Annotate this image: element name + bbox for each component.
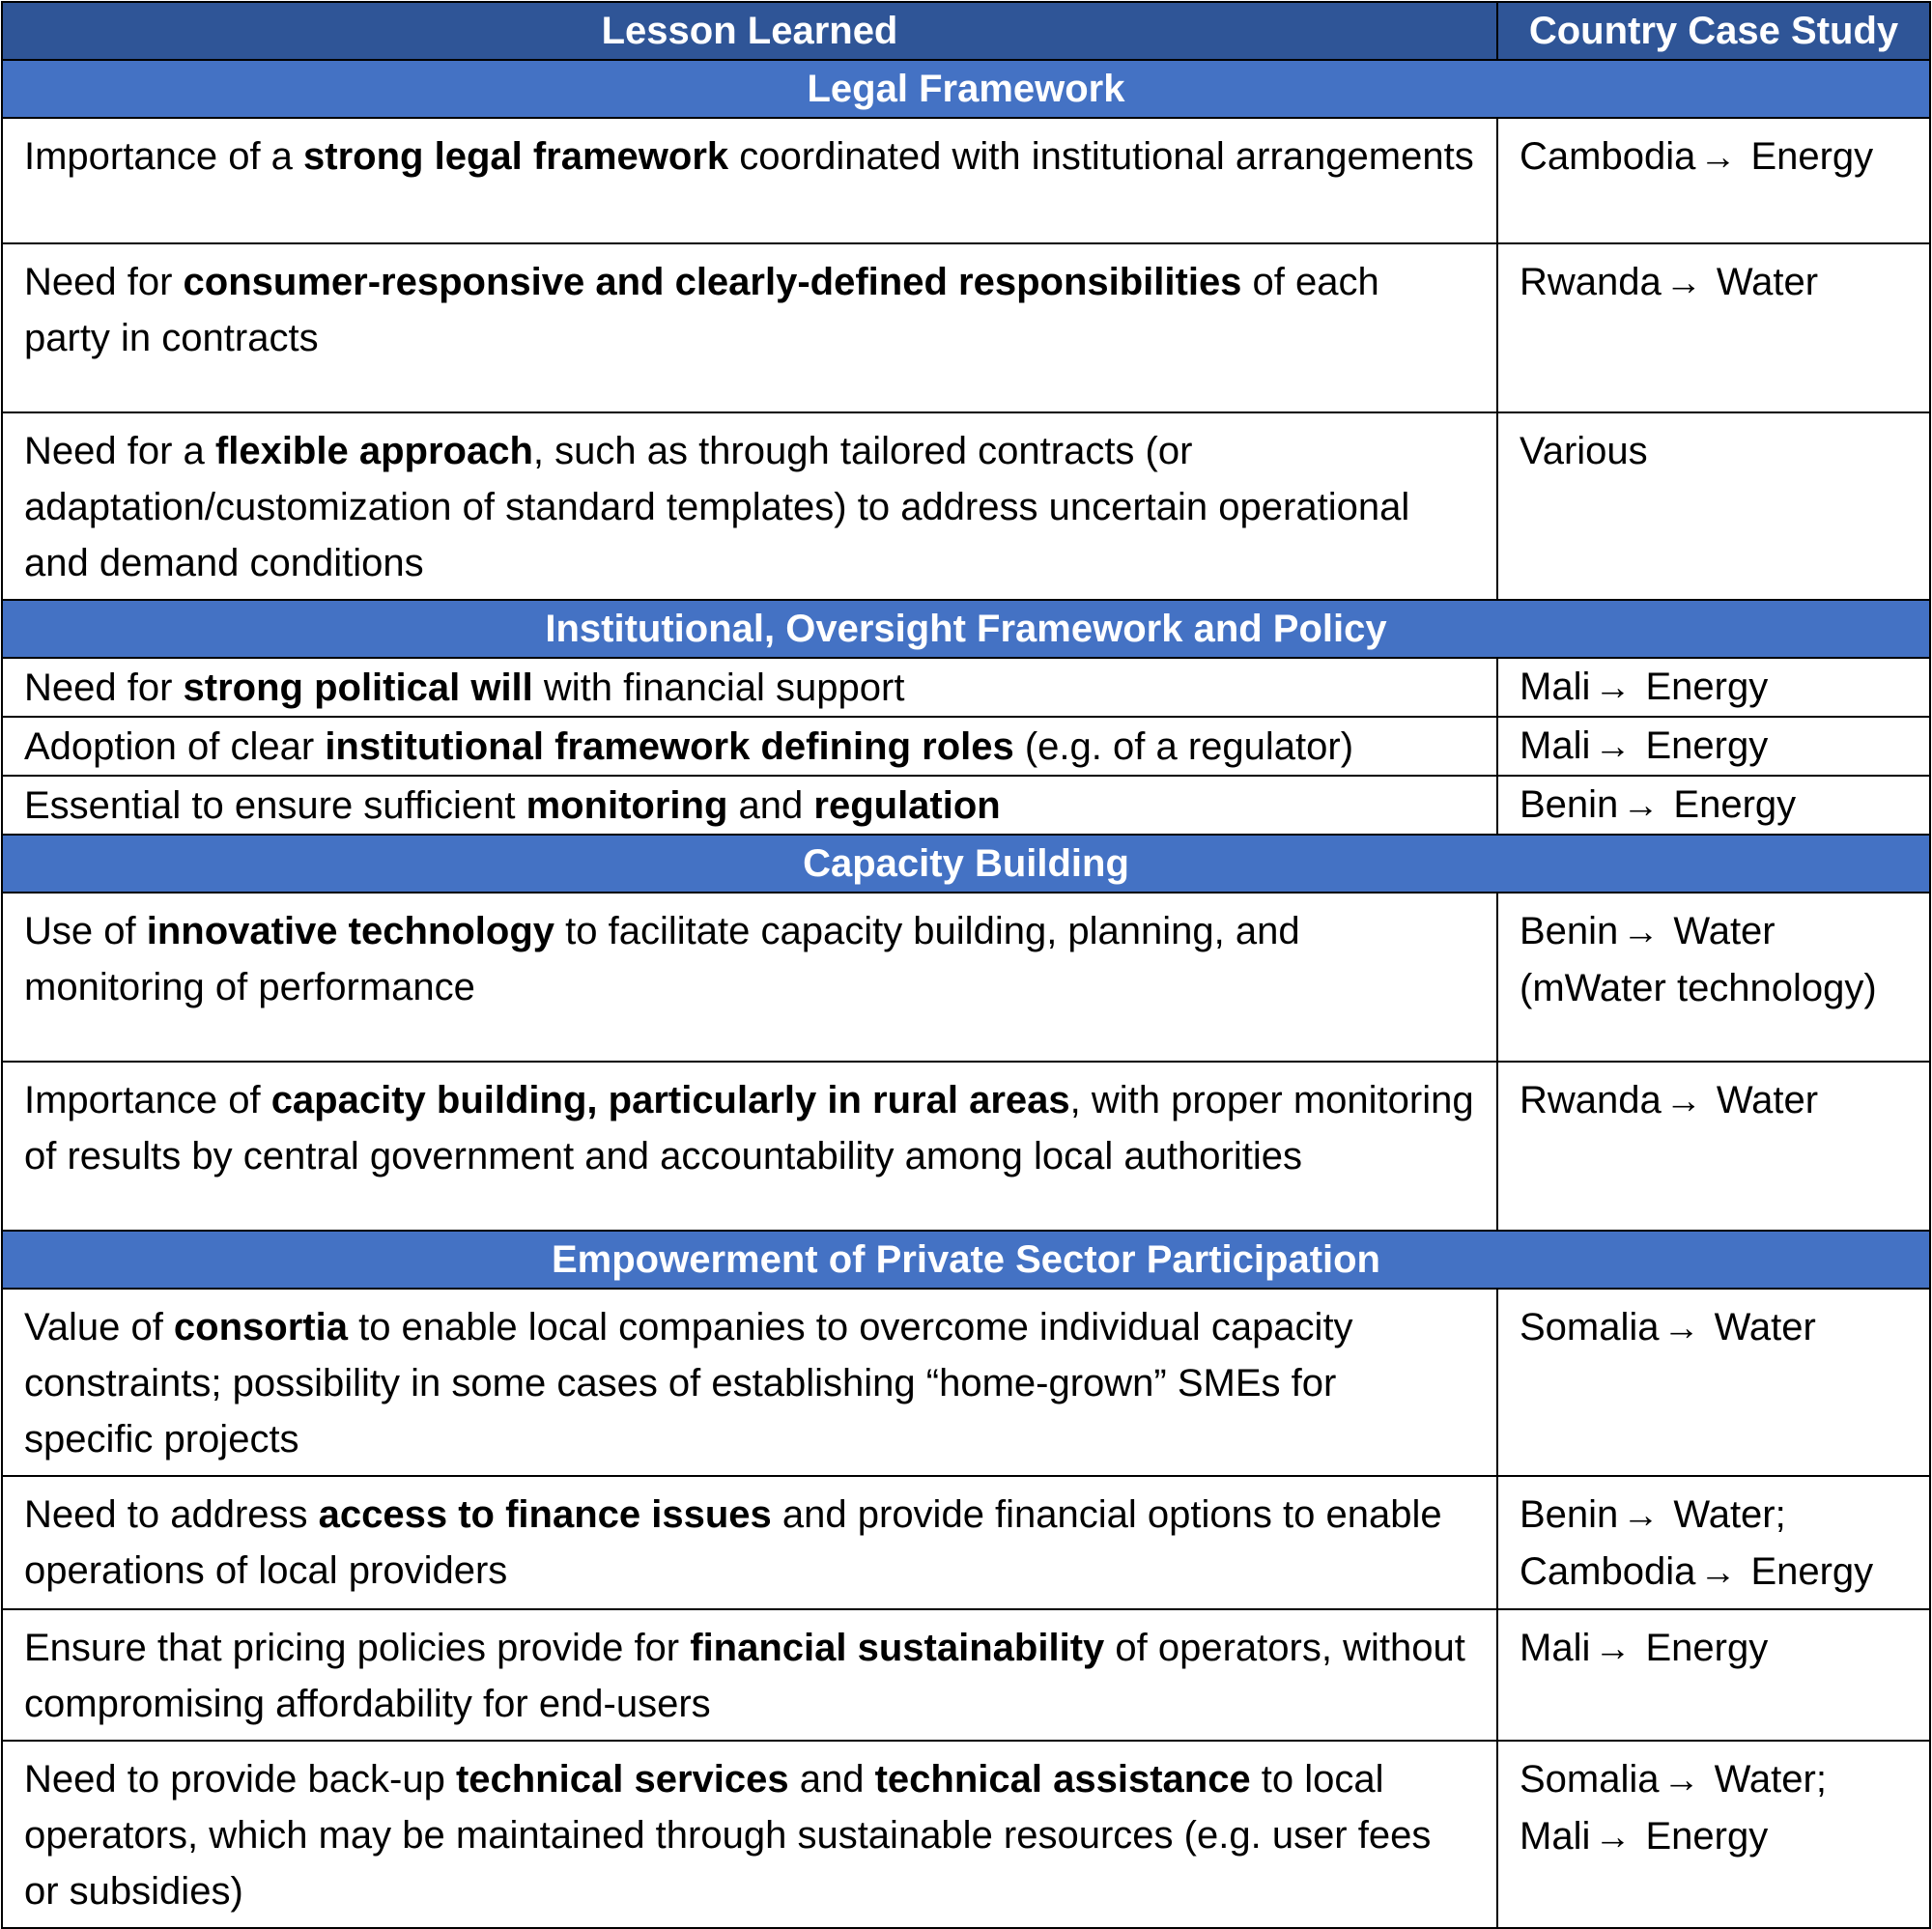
country-text: Energy	[1634, 724, 1769, 767]
country-case-study-header: Country Case Study	[1497, 2, 1930, 60]
lesson-cell	[2, 776, 1497, 835]
emphasis-text: financial sustainability	[690, 1627, 1105, 1669]
lesson-cell	[2, 893, 1497, 1062]
country-text: Rwanda	[1520, 261, 1662, 303]
table-row	[2, 1609, 1930, 1741]
table-row	[2, 1476, 1930, 1609]
table-row	[2, 658, 1930, 717]
country-text: Water;	[1662, 1493, 1786, 1536]
section-title: Legal Framework	[2, 60, 1930, 118]
country-text: Cambodia	[1520, 135, 1696, 178]
country-line	[1520, 1299, 1908, 1356]
emphasis-text: institutional framework defining roles	[325, 724, 1014, 768]
table-row	[2, 893, 1930, 1062]
section-header-row	[2, 835, 1930, 893]
section-header-row	[2, 60, 1930, 118]
emphasis-text: strong political will	[183, 666, 533, 709]
country-cell	[1497, 1062, 1930, 1231]
country-text: Energy	[1740, 135, 1874, 178]
country-line	[1520, 1751, 1908, 1808]
country-text: Mali	[1520, 1627, 1591, 1669]
emphasis-text: flexible approach	[214, 430, 533, 472]
lesson-text: and provide financial options to enable operations of local providers	[24, 1493, 1442, 1592]
lesson-text: (e.g. of a regulator)	[1013, 724, 1354, 768]
country-text: Energy	[1634, 1815, 1769, 1858]
country-text: Benin	[1520, 1493, 1619, 1536]
table-body	[2, 60, 1930, 1928]
country-cell	[1497, 776, 1930, 835]
lesson-text: Need to provide back-up	[24, 1758, 456, 1801]
lessons-table	[1, 1, 1931, 1929]
lesson-text: of each party in contracts	[24, 261, 1379, 359]
country-cell	[1497, 717, 1930, 776]
table-row	[2, 1289, 1930, 1476]
country-text: Water	[1705, 1079, 1819, 1121]
lesson-text: Adoption of clear	[24, 724, 326, 768]
country-cell	[1497, 893, 1930, 1062]
right-arrow-icon: →	[1622, 785, 1660, 826]
lesson-text: Need for a	[24, 430, 215, 472]
emphasis-text: monitoring	[526, 783, 728, 827]
country-text: Benin	[1520, 910, 1619, 952]
right-arrow-icon: →	[1662, 1308, 1700, 1348]
right-arrow-icon: →	[1594, 726, 1632, 767]
lesson-text: Need for	[24, 261, 184, 303]
country-line	[1520, 1544, 1908, 1601]
country-text: Water;	[1703, 1758, 1827, 1801]
table-row	[2, 243, 1930, 412]
lesson-text: Need for	[24, 666, 184, 709]
emphasis-text: consumer-responsive and clearly-defined responsibilities	[183, 261, 1242, 303]
country-text: Mali	[1520, 666, 1591, 708]
section-title: Empowerment of Private Sector Participation	[2, 1231, 1930, 1289]
country-line	[1520, 128, 1908, 185]
table-row	[2, 717, 1930, 776]
emphasis-text: capacity building, particularly in rural areas	[270, 1079, 1070, 1121]
right-arrow-icon: →	[1594, 1629, 1632, 1669]
country-line	[1520, 423, 1908, 479]
country-line	[1520, 1487, 1908, 1544]
lesson-text: to local operators, which may be maintained through sustainable resources (e.g. user fees or subsidies)	[24, 1758, 1432, 1913]
emphasis-text: regulation	[813, 783, 1001, 827]
country-line	[1520, 777, 1908, 834]
country-cell	[1497, 412, 1930, 600]
lesson-text: to facilitate capacity building, planning, and monitoring of performance	[24, 910, 1300, 1008]
country-text: Somalia	[1520, 1758, 1660, 1801]
right-arrow-icon: →	[1699, 1552, 1737, 1593]
table-row	[2, 1062, 1930, 1231]
country-text: Energy	[1634, 1627, 1769, 1669]
country-line	[1520, 718, 1908, 775]
lesson-text: and	[727, 783, 814, 827]
emphasis-text: access to finance issues	[318, 1493, 772, 1536]
emphasis-text: technical services	[455, 1758, 789, 1801]
lesson-cell	[2, 412, 1497, 600]
lesson-cell	[2, 1476, 1497, 1609]
lesson-cell	[2, 243, 1497, 412]
lesson-text: of operators, without compromising affordability for end-users	[24, 1627, 1465, 1725]
country-line	[1520, 254, 1908, 311]
country-cell	[1497, 118, 1930, 243]
country-line	[1520, 1620, 1908, 1677]
country-text: Mali	[1520, 724, 1591, 767]
emphasis-text: technical assistance	[874, 1758, 1251, 1801]
lesson-cell	[2, 1062, 1497, 1231]
lesson-text: Essential to ensure sufficient	[24, 783, 526, 827]
lesson-text: to enable local companies to overcome individual capacity constraints; possibility in some cases of establishing “home-grown” SMEs for specific projects	[24, 1306, 1353, 1461]
country-text: Somalia	[1520, 1306, 1660, 1348]
lesson-text: with financial support	[532, 666, 905, 709]
country-line	[1520, 1072, 1908, 1129]
country-line	[1520, 903, 1908, 1016]
right-arrow-icon: →	[1664, 263, 1702, 303]
country-text: Benin	[1520, 783, 1619, 826]
table-row	[2, 412, 1930, 600]
lesson-text: , such as through tailored contracts (or adaptation/customization of standard templates) to address uncertain operational and demand conditions	[24, 430, 1410, 584]
country-text: Mali	[1520, 1815, 1591, 1858]
lesson-text: Ensure that pricing policies provide for	[24, 1627, 691, 1669]
lesson-text: and	[788, 1758, 875, 1801]
country-cell	[1497, 1609, 1930, 1741]
country-text: Water	[1703, 1306, 1816, 1348]
table-row	[2, 776, 1930, 835]
section-header-row	[2, 1231, 1930, 1289]
right-arrow-icon: →	[1664, 1081, 1702, 1121]
lesson-cell	[2, 717, 1497, 776]
country-text: Rwanda	[1520, 1079, 1662, 1121]
right-arrow-icon: →	[1594, 1817, 1632, 1858]
right-arrow-icon: →	[1622, 1495, 1660, 1536]
table-row	[2, 118, 1930, 243]
country-cell	[1497, 1476, 1930, 1609]
lesson-text: Use of	[24, 910, 147, 952]
lesson-text: Need to address	[24, 1493, 319, 1536]
table-header-row	[2, 2, 1930, 60]
country-text: Energy	[1740, 1550, 1874, 1593]
lesson-text: Importance of	[24, 1079, 271, 1121]
country-text: Cambodia	[1520, 1550, 1696, 1593]
country-cell	[1497, 658, 1930, 717]
country-text: Water	[1705, 261, 1819, 303]
right-arrow-icon: →	[1662, 1760, 1700, 1801]
lesson-cell	[2, 658, 1497, 717]
country-text: Energy	[1662, 783, 1797, 826]
lesson-text: Importance of a	[24, 135, 304, 178]
emphasis-text: consortia	[173, 1306, 348, 1348]
lesson-cell	[2, 118, 1497, 243]
section-title: Institutional, Oversight Framework and Policy	[2, 600, 1930, 658]
lesson-cell	[2, 1609, 1497, 1741]
emphasis-text: strong legal framework	[303, 135, 729, 178]
lesson-text: , with proper monitoring of results by central government and accountability among local authorities	[24, 1079, 1474, 1177]
section-header-row	[2, 600, 1930, 658]
lesson-text: coordinated with institutional arrangements	[728, 135, 1474, 178]
country-text: Energy	[1634, 666, 1769, 708]
lesson-cell	[2, 1289, 1497, 1476]
emphasis-text: innovative technology	[146, 910, 555, 952]
country-text: Water (mWater technology)	[1520, 910, 1877, 1009]
country-line	[1520, 1808, 1908, 1865]
country-cell	[1497, 1289, 1930, 1476]
lesson-learned-header: Lesson Learned	[2, 2, 1497, 60]
right-arrow-icon: →	[1594, 667, 1632, 708]
country-cell	[1497, 243, 1930, 412]
right-arrow-icon: →	[1699, 137, 1737, 178]
lesson-text: Value of	[24, 1306, 174, 1348]
country-line	[1520, 659, 1908, 716]
country-text: Various	[1520, 430, 1648, 472]
section-title: Capacity Building	[2, 835, 1930, 893]
right-arrow-icon: →	[1622, 912, 1660, 952]
